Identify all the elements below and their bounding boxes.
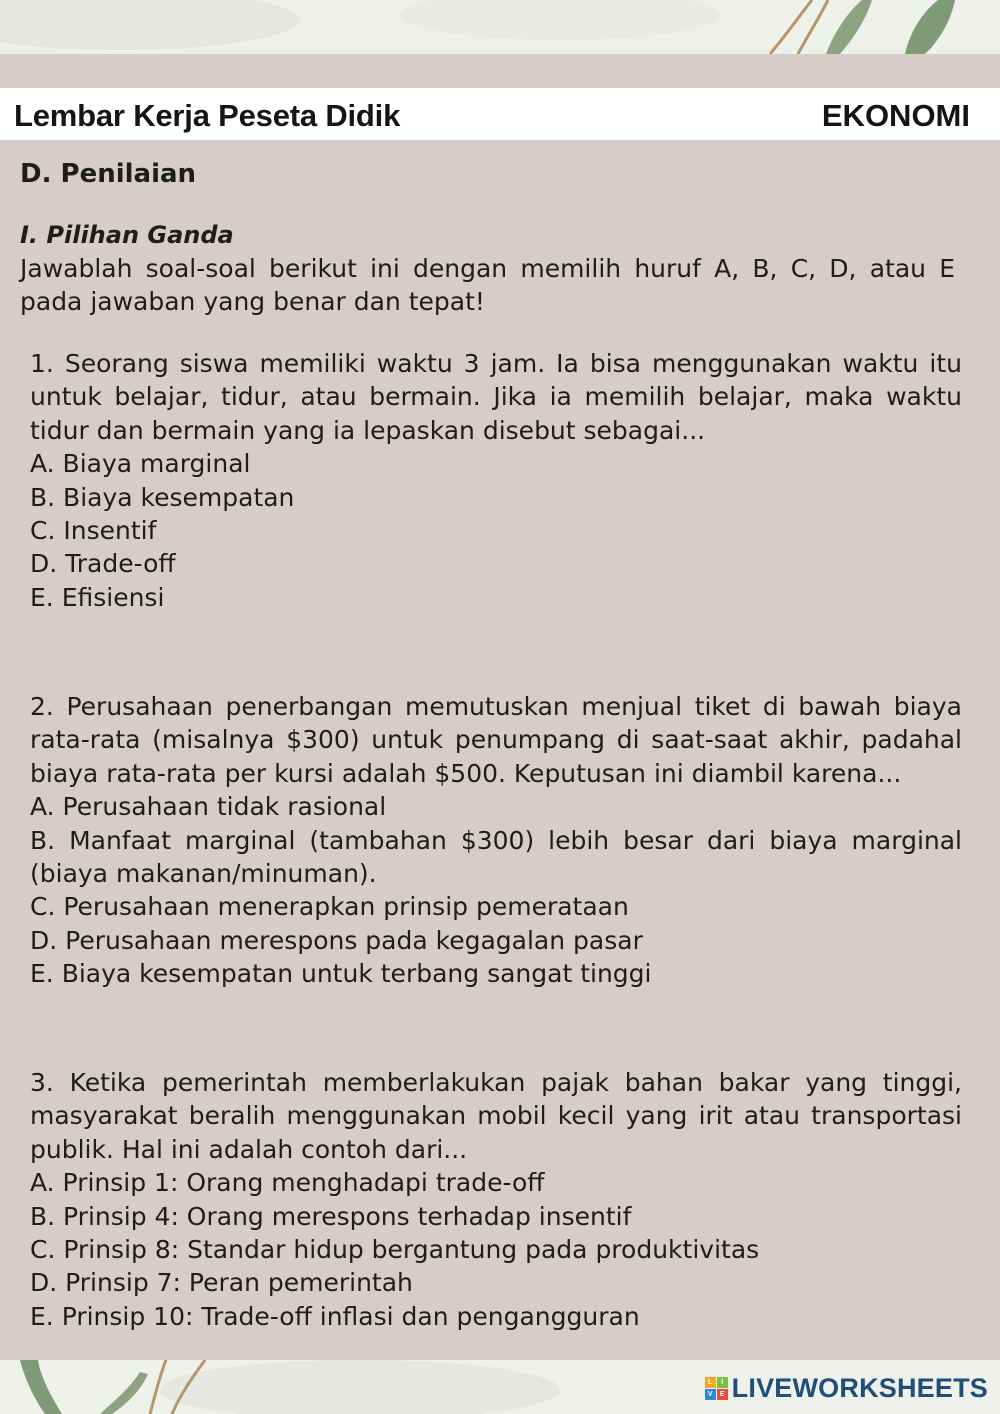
logo-square-i: I xyxy=(717,1377,728,1388)
liveworksheets-icon xyxy=(705,1377,728,1400)
answer-option-c[interactable]: C. Prinsip 8: Standar hidup bergantung pada produktivitas xyxy=(30,1235,760,1265)
logo-square-v: V xyxy=(705,1389,716,1400)
answer-option-a[interactable]: A. Biaya marginal xyxy=(30,449,251,479)
top-decorative-band xyxy=(0,0,1000,54)
subject-label: EKONOMI xyxy=(821,98,970,133)
answer-option-a[interactable]: A. Prinsip 1: Orang menghadapi trade-off xyxy=(30,1168,545,1198)
answer-option-d[interactable]: D. Prinsip 7: Peran pemerintah xyxy=(30,1268,413,1298)
answer-option-b[interactable]: B. Manfaat marginal (tambahan $300) lebih besar dari biaya marginal (biaya makanan/minuman). xyxy=(30,825,962,889)
answer-options xyxy=(30,447,962,614)
answer-options xyxy=(30,1166,962,1333)
answer-option-d[interactable]: D. Perusahaan merespons pada kegagalan pasar xyxy=(30,925,643,955)
question-stem: 3. Ketika pemerintah memberlakukan pajak bahan bakar yang tinggi, masyarakat beralih menggunakan mobil kecil yang irit atau transportasi publik. Hal ini adalah contoh dari... xyxy=(30,1068,962,1164)
section-title: D. Penilaian xyxy=(20,159,197,189)
liveworksheets-logo[interactable] xyxy=(705,1373,988,1403)
logo-square-e: E xyxy=(717,1389,728,1400)
question-3 xyxy=(30,1066,962,1333)
answer-option-e[interactable]: E. Efisiensi xyxy=(30,582,165,612)
answer-option-d[interactable]: D. Trade-off xyxy=(30,549,176,579)
answer-option-e[interactable]: E. Biaya kesempatan untuk terbang sangat tinggi xyxy=(30,959,652,989)
leaf-decoration-top xyxy=(0,0,1000,54)
question-stem: 2. Perusahaan penerbangan memutuskan menjual tiket di bawah biaya rata-rata (misalnya $300) untuk penumpang di saat-saat akhir, padahal biaya rata-rata per kursi adalah $500. Keputusan ini diambil karena... xyxy=(30,692,962,788)
logo-square-l: L xyxy=(705,1377,716,1388)
answer-option-c[interactable]: C. Perusahaan menerapkan prinsip pemerataan xyxy=(30,892,629,922)
header-bar xyxy=(0,88,1000,140)
instructions-text: Jawablah soal-soal berikut ini dengan memilih huruf A, B, C, D, atau E pada jawaban yang benar dan tepat! xyxy=(20,254,955,316)
question-stem: 1. Seorang siswa memiliki waktu 3 jam. Ia bisa menggunakan waktu itu untuk belajar, tidur, atau bermain. Jika ia memilih belajar, maka waktu tidur dan bermain yang ia lepaskan disebut sebagai... xyxy=(30,349,962,445)
subsection-title: I. Pilihan Ganda xyxy=(20,221,234,249)
answer-option-b[interactable]: B. Prinsip 4: Orang merespons terhadap insentif xyxy=(30,1201,632,1231)
answer-option-b[interactable]: B. Biaya kesempatan xyxy=(30,482,295,512)
answer-option-a[interactable]: A. Perusahaan tidak rasional xyxy=(30,792,387,822)
worksheet-title: Lembar Kerja Peseta Didik xyxy=(14,98,401,133)
answer-options xyxy=(30,790,962,990)
answer-option-c[interactable]: C. Insentif xyxy=(30,516,157,546)
question-1 xyxy=(30,347,962,614)
liveworksheets-wordmark: LIVEWORKSHEETS xyxy=(731,1372,988,1403)
question-2 xyxy=(30,690,962,991)
answer-option-e[interactable]: E. Prinsip 10: Trade-off inflasi dan pengangguran xyxy=(30,1301,640,1331)
